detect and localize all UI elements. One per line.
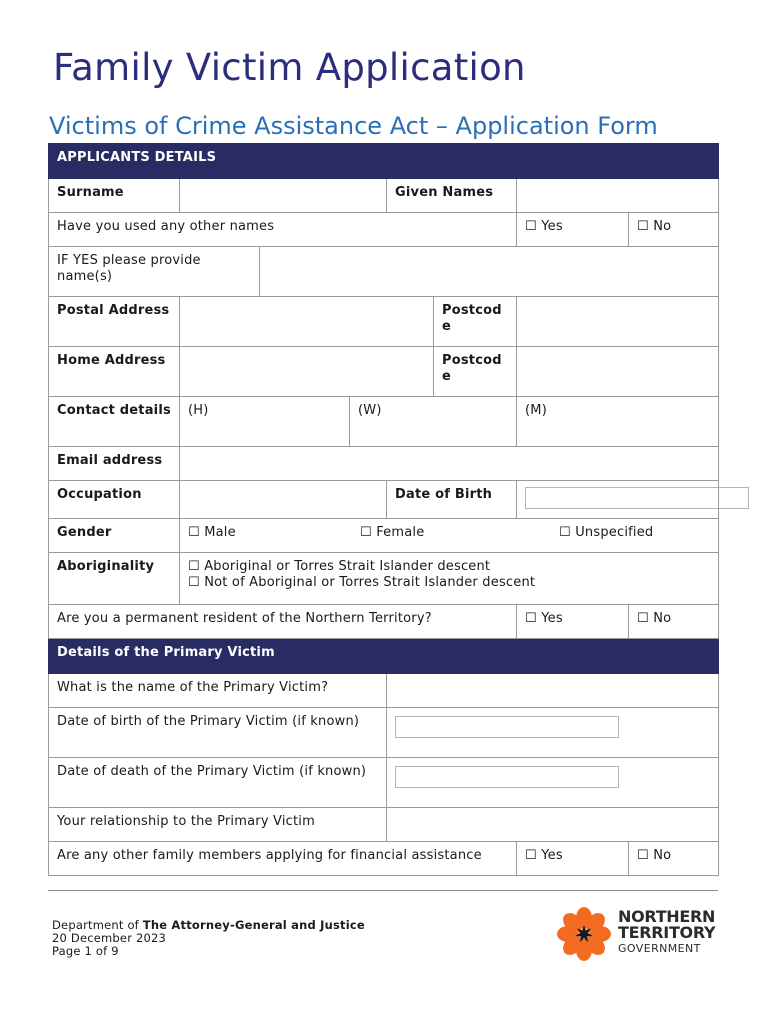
victim-dob-cell [387, 708, 719, 758]
family-members-question: Are any other family members applying for financial assistance [49, 842, 517, 876]
other-names-no-option[interactable] [629, 213, 719, 247]
given-names-label: Given Names [387, 179, 517, 213]
aboriginal-label: Aboriginal or Torres Strait Islander descent [204, 559, 491, 574]
relationship-input[interactable] [387, 808, 719, 842]
flower-icon [555, 905, 615, 963]
contact-details-label: Contact details [49, 397, 180, 447]
postal-postcode-label: Postcode [434, 297, 517, 347]
footer-date: 20 December 2023 [52, 931, 167, 945]
nt-government-logo [555, 905, 725, 963]
surname-label: Surname [49, 179, 180, 213]
aboriginal-option[interactable] [188, 559, 710, 575]
checkbox-icon[interactable]: ☐ [559, 525, 571, 540]
family-yes-option[interactable] [517, 842, 629, 876]
footer [52, 919, 365, 958]
occupation-input[interactable] [180, 481, 387, 519]
checkbox-icon[interactable]: ☐ [637, 611, 649, 626]
postal-address-label: Postal Address [49, 297, 180, 347]
aboriginality-label: Aboriginality [49, 553, 180, 605]
home-address-label: Home Address [49, 347, 180, 397]
checkbox-icon[interactable]: ☐ [637, 219, 649, 234]
gender-unspecified-option[interactable] [559, 525, 653, 541]
victim-name-question: What is the name of the Primary Victim? [49, 674, 387, 708]
primary-victim-header: Details of the Primary Victim [49, 639, 719, 674]
gender-label: Gender [49, 519, 180, 553]
gender-male-label: Male [204, 525, 236, 540]
contact-h-label: (H) [188, 403, 209, 418]
victim-dod-cell [387, 758, 719, 808]
no-label: No [653, 611, 672, 626]
dob-cell [517, 481, 719, 519]
yes-label: Yes [541, 611, 563, 626]
footer-divider [48, 890, 718, 891]
surname-input[interactable] [180, 179, 387, 213]
contact-mobile-input[interactable] [517, 397, 719, 447]
checkbox-icon[interactable]: ☐ [525, 611, 537, 626]
family-no-option[interactable] [629, 842, 719, 876]
checkbox-icon[interactable]: ☐ [188, 575, 200, 590]
aboriginality-options [180, 553, 719, 605]
checkbox-icon[interactable]: ☐ [188, 525, 200, 540]
logo-line-1: NORTHERN [618, 907, 716, 926]
application-form-table [48, 143, 719, 876]
yes-label: Yes [541, 219, 563, 234]
resident-question: Are you a permanent resident of the Northern Territory? [49, 605, 517, 639]
not-aboriginal-label: Not of Aboriginal or Torres Strait Islander descent [204, 575, 536, 590]
contact-home-input[interactable] [180, 397, 350, 447]
occupation-label: Occupation [49, 481, 180, 519]
yes-label: Yes [541, 848, 563, 863]
other-names-input[interactable] [49, 247, 260, 297]
postal-address-input[interactable] [180, 297, 434, 347]
gender-male-option[interactable] [188, 525, 360, 541]
department-prefix: Department of [52, 918, 143, 932]
footer-page-number: Page 1 of 9 [52, 944, 119, 958]
not-aboriginal-option[interactable] [188, 575, 710, 591]
contact-w-label: (W) [358, 403, 382, 418]
home-postcode-input[interactable] [517, 347, 719, 397]
victim-dob-input[interactable] [395, 716, 619, 738]
dob-label: Date of Birth [387, 481, 517, 519]
other-names-yes-option[interactable] [517, 213, 629, 247]
logo-line-2: TERRITORY [618, 923, 716, 942]
contact-m-label: (M) [525, 403, 547, 418]
checkbox-icon[interactable]: ☐ [360, 525, 372, 540]
postal-postcode-input[interactable] [517, 297, 719, 347]
dob-input[interactable] [525, 487, 749, 509]
other-names-question: Have you used any other names [49, 213, 517, 247]
relationship-question: Your relationship to the Primary Victim [49, 808, 387, 842]
checkbox-icon[interactable]: ☐ [188, 559, 200, 574]
gender-female-option[interactable] [360, 525, 559, 541]
home-postcode-label: Postcode [434, 347, 517, 397]
applicants-details-header: APPLICANTS DETAILS [49, 144, 719, 179]
victim-dob-question: Date of birth of the Primary Victim (if known) [49, 708, 387, 758]
checkbox-icon[interactable]: ☐ [525, 219, 537, 234]
email-input[interactable] [180, 447, 719, 481]
victim-name-input[interactable] [387, 674, 719, 708]
checkbox-icon[interactable]: ☐ [525, 848, 537, 863]
checkbox-icon[interactable]: ☐ [637, 848, 649, 863]
gender-female-label: Female [376, 525, 425, 540]
home-address-input[interactable] [180, 347, 434, 397]
contact-work-input[interactable] [350, 397, 517, 447]
if-yes-label: IF YES please provide name(s) [57, 253, 201, 284]
logo-wordmark [618, 909, 715, 957]
resident-yes-option[interactable] [517, 605, 629, 639]
no-label: No [653, 848, 672, 863]
email-label: Email address [49, 447, 180, 481]
victim-dod-input[interactable] [395, 766, 619, 788]
gender-options [180, 519, 719, 553]
form-subtitle: Victims of Crime Assistance Act – Application Form [49, 112, 658, 140]
department-name: The Attorney-General and Justice [142, 918, 365, 932]
no-label: No [653, 219, 672, 234]
resident-no-option[interactable] [629, 605, 719, 639]
victim-dod-question: Date of death of the Primary Victim (if known) [49, 758, 387, 808]
other-names-value[interactable] [260, 247, 719, 297]
logo-line-3: GOVERNMENT [618, 942, 701, 955]
given-names-input[interactable] [517, 179, 719, 213]
page-title: Family Victim Application [53, 46, 526, 89]
gender-unspecified-label: Unspecified [575, 525, 654, 540]
